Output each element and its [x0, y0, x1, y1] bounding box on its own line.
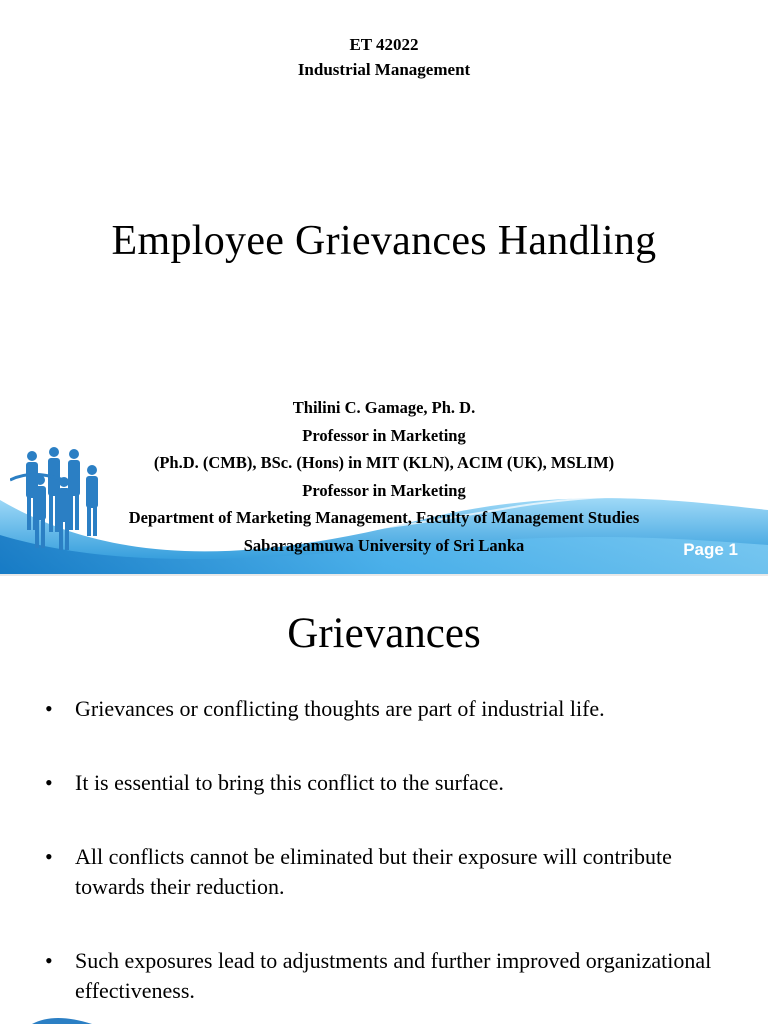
slide-title: Grievances	[287, 610, 481, 657]
list-item	[45, 768, 715, 798]
bullet-icon: •	[45, 844, 53, 869]
slide-title: Employee Grievances Handling	[111, 218, 657, 264]
list-item	[45, 694, 715, 724]
bullet-icon: •	[45, 948, 53, 973]
author-title-2: Professor in Marketing	[302, 480, 466, 500]
bullet-text: Grievances or conflicting thoughts are part of industrial life.	[75, 696, 605, 721]
bullet-text: Such exposures lead to adjustments and further improved organizational effectiveness.	[75, 948, 712, 1003]
author-title: Professor in Marketing	[302, 425, 466, 445]
author-name: Thilini C. Gamage, Ph. D.	[292, 398, 476, 417]
course-code: ET 42022	[349, 35, 419, 54]
bullet-icon: •	[45, 770, 53, 795]
author-block	[0, 394, 768, 559]
bullet-icon: •	[45, 696, 53, 721]
course-header	[0, 32, 768, 82]
author-university: Sabaragamuwa University of Sri Lanka	[243, 535, 525, 555]
author-department: Department of Marketing Management, Faculty of Management Studies	[128, 508, 640, 527]
author-qualifications: (Ph.D. (CMB), BSc. (Hons) in MIT (KLN), ACIM (UK), MSLIM)	[153, 453, 615, 472]
list-item	[45, 842, 715, 902]
bullet-text: It is essential to bring this conflict to the surface.	[75, 770, 504, 795]
bullet-text: All conflicts cannot be eliminated but their exposure will contribute towards their reduction.	[75, 844, 672, 899]
page-number: Page 1	[683, 540, 738, 559]
logo-fragment-icon	[32, 1014, 92, 1024]
list-item	[45, 946, 715, 1006]
course-name: Industrial Management	[297, 60, 471, 79]
